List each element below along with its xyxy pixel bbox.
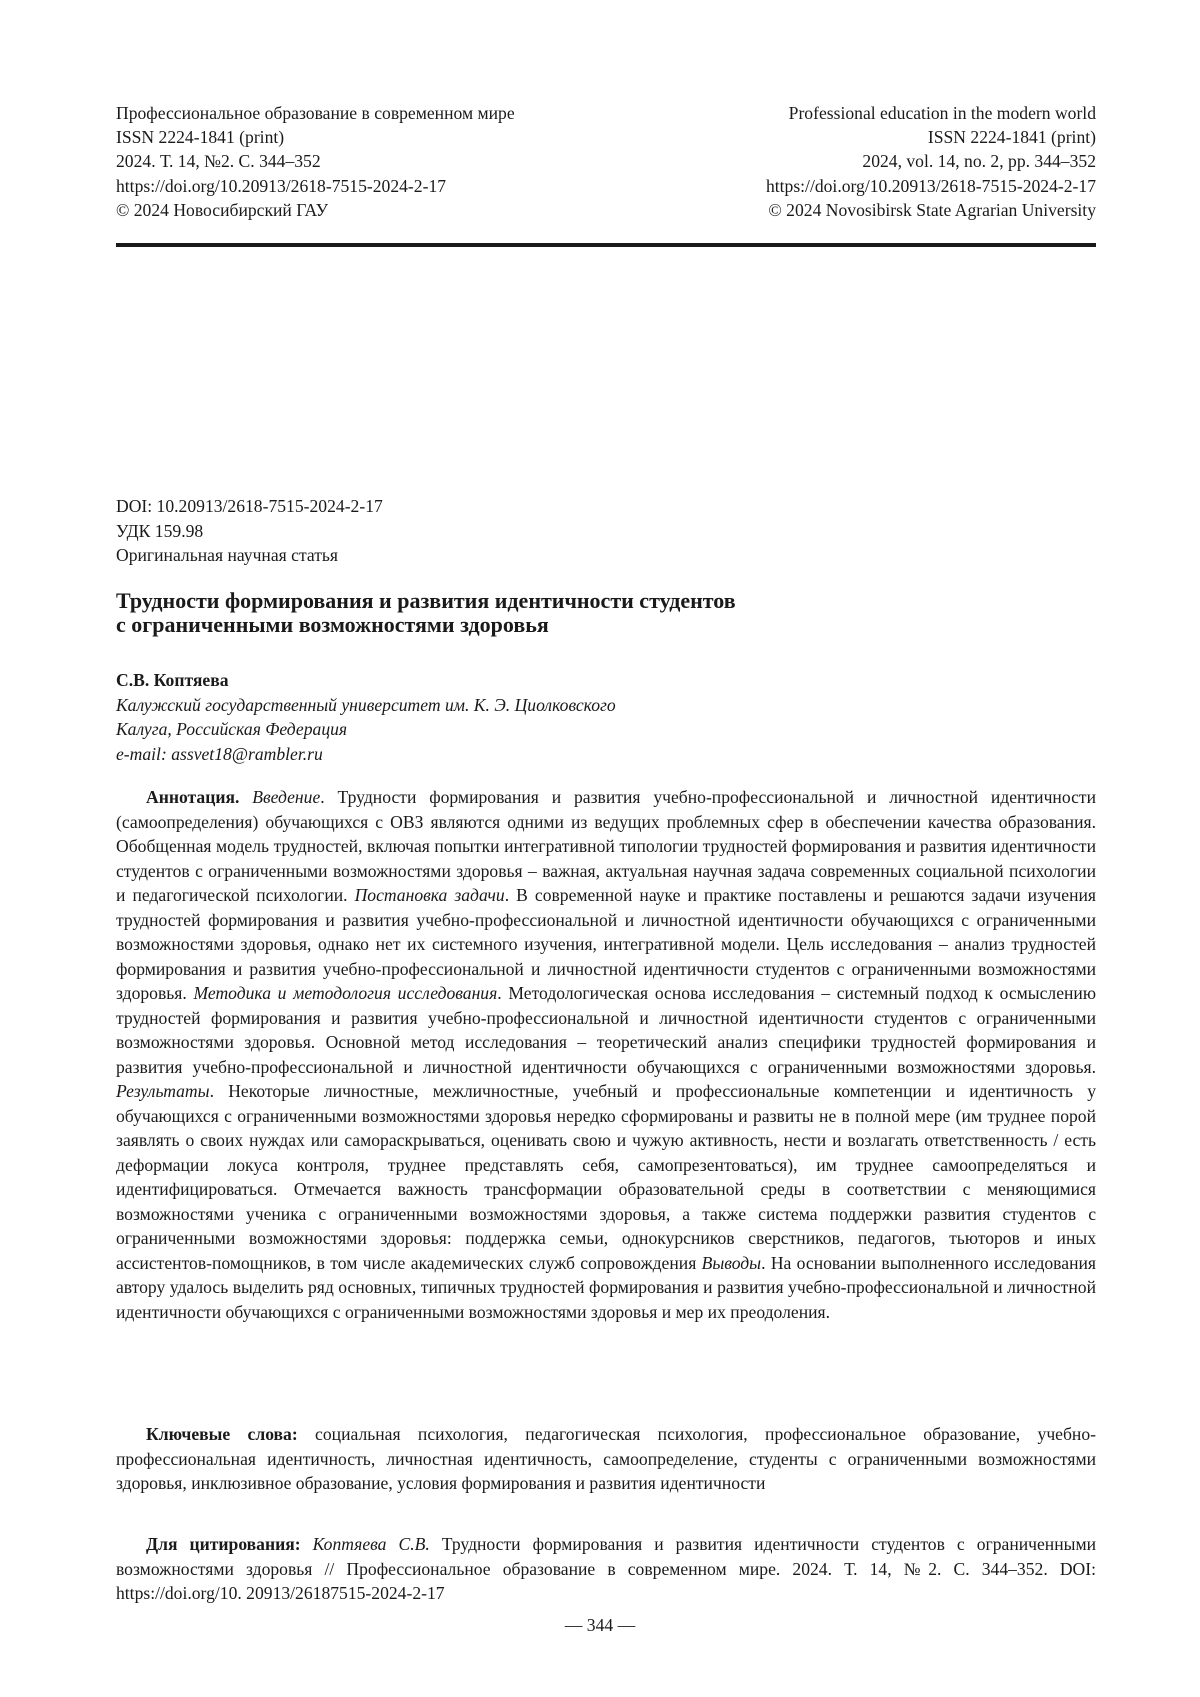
- author-city: Калуга, Российская Федерация: [116, 717, 616, 742]
- abstract-intro-text: . Трудности формирования и развития учебно-профессиональной и личностной идентичности (самоопределения) обучающихся с ОВЗ являются одними из ведущих проблемных сфер в обеспечении качества образования. Обобщенная модель трудностей, включая попытки интегративной типологии трудностей формирования и развития идентичности студентов с ограниченными возможностями здоровья – важная, актуальная научная задача современных социальной психологии и педагогической психологии.: [116, 787, 1096, 905]
- author-block: [116, 668, 616, 766]
- article-type: Оригинальная научная статья: [116, 543, 383, 568]
- copyright-ru: © 2024 Новосибирский ГАУ: [116, 198, 515, 222]
- citation-text: Трудности формирования и развития идентичности студентов с ограниченными возможностями здоровья // Профессиональное образование в современном мире. 2024. Т. 14, №2. С. 344–352. DOI: https://doi.org/10. 20913/26187515-2024-2-17: [116, 1534, 1096, 1603]
- journal-title-ru: Профессиональное образование в современном мире: [116, 101, 515, 125]
- issn-en: ISSN 2224-1841 (print): [766, 125, 1096, 149]
- author-university: Калужский государственный университет им. К. Э. Циолковского: [116, 693, 616, 718]
- article-page: [0, 0, 1200, 1697]
- abstract-results-heading: Результаты: [116, 1081, 210, 1101]
- issue-en: 2024, vol. 14, no. 2, pp. 344–352: [766, 149, 1096, 173]
- header-divider: [116, 243, 1096, 247]
- abstract-intro-heading: Введение: [252, 787, 320, 807]
- journal-header: [116, 101, 1096, 222]
- abstract-conclusions-text: . На основании выполненного исследования автору удалось выделить ряд основных, типичных трудностей формирования и развития учебно-профессиональной и личностной идентичности обучающихся с ограниченными возможностями здоровья и мер их преодоления.: [116, 1253, 1096, 1322]
- issue-ru: 2024. Т. 14, №2. С. 344–352: [116, 149, 515, 173]
- keywords: [116, 1422, 1096, 1496]
- journal-title-en: Professional education in the modern world: [766, 101, 1096, 125]
- abstract-method-heading: Методика и методология исследования: [193, 983, 497, 1003]
- doi-link-ru[interactable]: https://doi.org/10.20913/2618-7515-2024-2-17: [116, 174, 515, 198]
- abstract-conclusions-heading: Выводы: [702, 1253, 761, 1273]
- citation-author: Коптяева С.В.: [313, 1534, 430, 1554]
- title-line-1: Трудности формирования и развития идентичности студентов: [116, 588, 736, 613]
- issn-ru: ISSN 2224-1841 (print): [116, 125, 515, 149]
- doi-link-en[interactable]: https://doi.org/10.20913/2618-7515-2024-2-17: [766, 174, 1096, 198]
- header-russian: [116, 101, 515, 222]
- keywords-text: социальная психология, педагогическая психология, профессиональное образование, учебно-профессиональная идентичность, личностная идентичность, самоопределение, студенты с ограниченными возможностями здоровья, инклюзивное образование, условия формирования и развития идентичности: [116, 1424, 1096, 1493]
- abstract-method-text: . Методологическая основа исследования – системный подход к осмыслению трудностей формирования и развития учебно-профессиональной и личностной идентичности студентов с ограниченными возможностями здоровья. Основной метод исследования – теоретический анализ специфики трудностей формирования и развития учебно-профессиональной и личностной идентичности обучающихся с ограниченными возможностями здоровья.: [116, 983, 1096, 1077]
- author-name: С.В. Коптяева: [116, 668, 616, 693]
- abstract-task-heading: Постановка задачи: [355, 885, 505, 905]
- citation: [116, 1532, 1096, 1606]
- article-doi[interactable]: DOI: 10.20913/2618-7515-2024-2-17: [116, 494, 383, 519]
- header-english: [766, 101, 1096, 222]
- keywords-label: Ключевые слова:: [146, 1424, 298, 1444]
- article-meta: [116, 494, 383, 568]
- article-udk: УДК 159.98: [116, 519, 383, 544]
- title-line-2: с ограниченными возможностями здоровья: [116, 612, 549, 637]
- author-email[interactable]: e-mail: assvet18@rambler.ru: [116, 742, 616, 767]
- abstract-task-text: . В современной науке и практике поставлены и решаются задачи изучения трудностей формирования и развития учебно-профессиональной и личностной идентичности обучающихся с ограниченными возможностями здоровья, однако нет их системного изучения, интегративной модели. Цель исследования – анализ трудностей формирования и развития учебно-профессиональной и личностной идентичности студентов с ограниченными возможностями здоровья.: [116, 885, 1096, 1003]
- page-number: — 344 —: [0, 1613, 1200, 1637]
- citation-label: Для цитирования:: [146, 1534, 301, 1554]
- abstract-label: Аннотация.: [146, 787, 239, 807]
- abstract-results-text: . Некоторые личностные, межличностные, учебный и профессиональные компетенции и идентичность у обучающихся с ограниченными возможностями здоровья нередко сформированы и развиты не в полной мере (им труднее порой заявлять о своих нуждах или самораскрываться, оценивать свою и чужую активность, нести и возлагать ответственность / есть деформации локуса контроля, труднее представлять себя, самопрезентоваться), им труднее самоопределяться и идентифицироваться. Отмечается важность трансформации образовательной среды в соответствии с меняющимися возможностями ученика с ограниченными возможностями здоровья, а также система поддержки развития студентов с ограниченными возможностями здоровья: поддержка семьи, однокурсников сверстников, педагогов, тьюторов и иных ассистентов-помощников, в том числе академических служб сопровождения: [116, 1081, 1096, 1273]
- article-title: [116, 589, 1076, 637]
- copyright-en: © 2024 Novosibirsk State Agrarian University: [766, 198, 1096, 222]
- abstract: [116, 785, 1096, 1324]
